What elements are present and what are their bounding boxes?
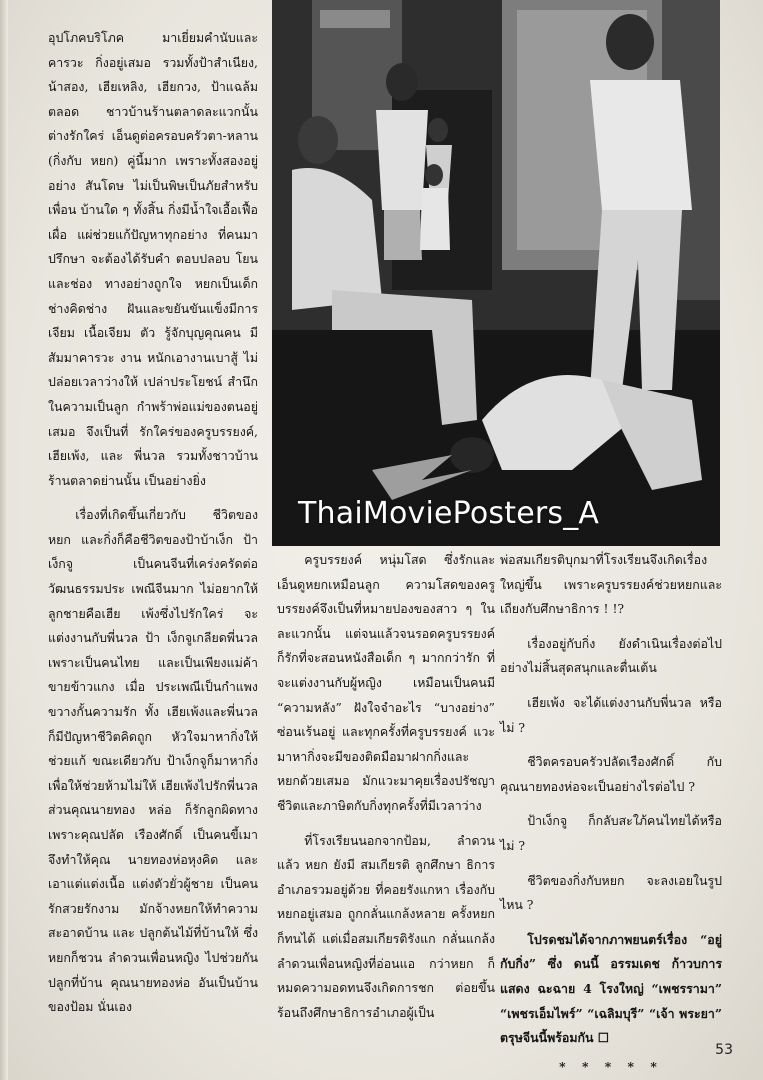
article-column-middle	[277, 548, 495, 1025]
paragraph: ชีวิตของกิ่งกับหยก จะลงเอยในรูป ไหน ?	[500, 872, 722, 913]
paragraph: ที่โรงเรียนนอกจากป้อม, ลำดวน แล้ว หยก ยังมี สมเกียรติ ลูกศึกษา ธิการอำเภอรวมอยู่ด้วย ที่คอยรังแกหา เรื่องกับหยกอยู่เสมอ ถูกกลั่นแกล้งหลาย ครั้งหยกก็ทนได้ แต่เมื่อสมเกียรติรังแก กลั่นแกล้ง ลำดวนเพื่อนหญิงที่อ่อนแอ กว่าหยก ก็หมดความอดทนจึงเกิดการชก ต่อยขึ้น ร้อนถึงศึกษาธิการอำเภอผู้เป็น	[277, 832, 495, 1020]
paragraph: เรื่องอยู่กับกิ่ง ยังดำเนินเรื่องต่อไป อย่างไม่สิ้นสุดสนุกและตื่นเต้น	[500, 635, 722, 676]
paragraph: เฮียเพ้ง จะได้แต่งงานกับพี่นวล หรือไม่ ?	[500, 694, 722, 735]
paragraph: อุปโภคบริโภค มาเยี่ยมคำนับและคารวะ กิ่งอยู่เสมอ รวมทั้งป้าสำเนียง, น้าสอง, เฮียเหลิง, เฮียกวง, ป้าแฉล้ม ตลอด ชาวบ้านร้านตลาดละแวกนั้น ต่างรักใคร่ เอ็นดูต่อครอบครัวตา-หลาน (กิ่งกับ หยก) คู่นี้มาก เพราะทั้งสองอยู่อย่าง สันโดษ ไม่เป็นพิษเป็นภัยสำหรับเพื่อน บ้านใด ๆ ทั้งสิ้น กิ่งมีน้ำใจเอื้อเฟื้อเผื่อ แผ่ช่วยแก้ปัญหาทุกอย่าง ที่คนมาปรึกษา จะต้องได้รับคำ ตอบปลอบ โยนและช่อง ทางอย่างถูกใจ หยกเป็นเด็กช่างคิดช่าง ฝันและขยันขันแข็งมีการเจียม เนื้อเจียม ตัว รู้จักบุญคุณคน มีสัมมาคารวะ งาน หนักเอางานเบาสู้ ไม่ปล่อยเวลาว่างให้ เปล่าประโยชน์ สำนึกในความเป็นลูก กำพร้าพ่อแม่ของตนอยู่เสมอ จึงเป็นที่ รักใคร่ของครูบรรยงค์, เฮียเพ้ง, และ พี่นวล รวมทั้งชาวบ้านร้านตลาดย่านนั้น เป็นอย่างยิ่ง	[48, 30, 258, 488]
page-edge	[0, 0, 8, 1080]
page-number: 53	[715, 1042, 733, 1058]
watermark-text: ThaiMoviePosters_A	[298, 496, 600, 531]
end-mark: * * * * *	[559, 1058, 663, 1074]
paragraph: เรื่องที่เกิดขึ้นเกี่ยวกับ ชีวิตของหยก และกิ่งก็คือชีวิตของป้าบ้าเง็ก ป้าเง็กจู เป็นคนจีนที่เคร่งครัดต่อ วัฒนธรรมประ เพณีจีนมาก ไม่อยากให้ลูกชายคือเฮีย เพ้งซึ่งไปรักใคร่ จะแต่งงานกับพี่นวล ป้า เง็กจูเกลียดพี่นวล เพราะเป็นคนไทย และเป็นเพียงแม่ค้าขายข้าวแกง เมื่อ ประเพณีเป็นกำแพงขวางกั้นความรัก ทั้ง เฮียเพ้งและพี่นวล ก็มีปัญหาชีวิตคิดถูก หัวใจมาหากิ่งให้ช่วยแก้ ขณะเดียวกับ ป้าเง็กจูก็มาหากิ่ง เพื่อให้ช่วยห้ามไม่ให้ เฮียเพ้งไปรักพี่นวล ส่วนคุณนายทอง หล่อ ก็รักลูกผิดทาง เพราะคุณปลัด เรืองศักดิ์ เป็นคนขี้เมา จึงทำให้คุณ นายทองห่อหุงคิด และเอาแต่แต่งเนื้อ แต่งตัวยั่วผู้ชาย เป็นคนรักสวยรักงาม มักจ้างหยกให้ทำความสะอาดบ้าน และ ปลูกต้นไม้ที่บ้านให้ ซึ่งหยกก็ชวน ลำดวนเพื่อนหญิง ไปช่วยกันปลูกที่บ้าน คุณนายทองห่อ อันเป็นบ้านของป้อม นั่นเอง	[48, 507, 258, 1015]
film-still-photo	[272, 0, 720, 546]
movie-promo-note: โปรดชมได้จากภาพยนตร์เรื่อง “อยู่ กับกิ่ง” ซึ่ง ดนนี้ อรรมเดช ก้าวบการ แสดง ฉะฉาย 4 โรงใหญ่ “เพชรรามา” “เพชรเอ็มไพร์” “เฉลิมบุรี” “เจ้า พระยา” ตรุษจีนนี้พร้อมกัน ☐	[500, 931, 722, 1046]
article-column-left	[48, 26, 258, 1020]
paragraph: ชีวิตครอบครัวปลัดเรืองศักดิ์ กับ คุณนายทองห่อจะเป็นอย่างไรต่อไป ?	[500, 754, 722, 794]
paragraph: พ่อสมเกียรติบุกมาที่โรงเรียนจึงเกิดเรื่อง ใหญ่ขึ้น เพราะครูบรรยงค์ช่วยหยกและ เถียงกับศึกษาธิการ ! !?	[500, 552, 722, 617]
film-still-illustration	[272, 0, 720, 546]
paragraph: ครูบรรยงค์ หนุ่มโสด ซึ่งรักและ เอ็นดูหยกเหมือนลูก ความโสดของครู บรรยงค์จึงเป็นที่หมายปองของสาว ๆ ใน ละแวกนั้น แต่จนแล้วจนรอดครูบรรยงค์ ก็รักที่จะสอนหนังสือเด็ก ๆ มากกว่ารัก ที่จะแต่งงานกับผู้หญิง เหมือนเป็นคนมี “ความหลัง” ฝังใจจำอะไร “บางอย่าง” ซ่อนเร้นอยู่ และทุกครั้งที่ครูบรรยงค์ แวะมาหากิ่งจะมีของติดมือมาฝากกิ่งและ หยกด้วยเสมอ มักแวะมาคุยเรื่องปรัชญา ชีวิตและภาษิตกับกิ่งทุกครั้งที่มีเวลาว่าง	[277, 552, 495, 813]
article-column-right	[500, 548, 722, 1079]
paragraph: ป้าเง็กจู ก็กลับสะใภ้คนไทยได้หรือ ไม่ ?	[500, 813, 722, 853]
